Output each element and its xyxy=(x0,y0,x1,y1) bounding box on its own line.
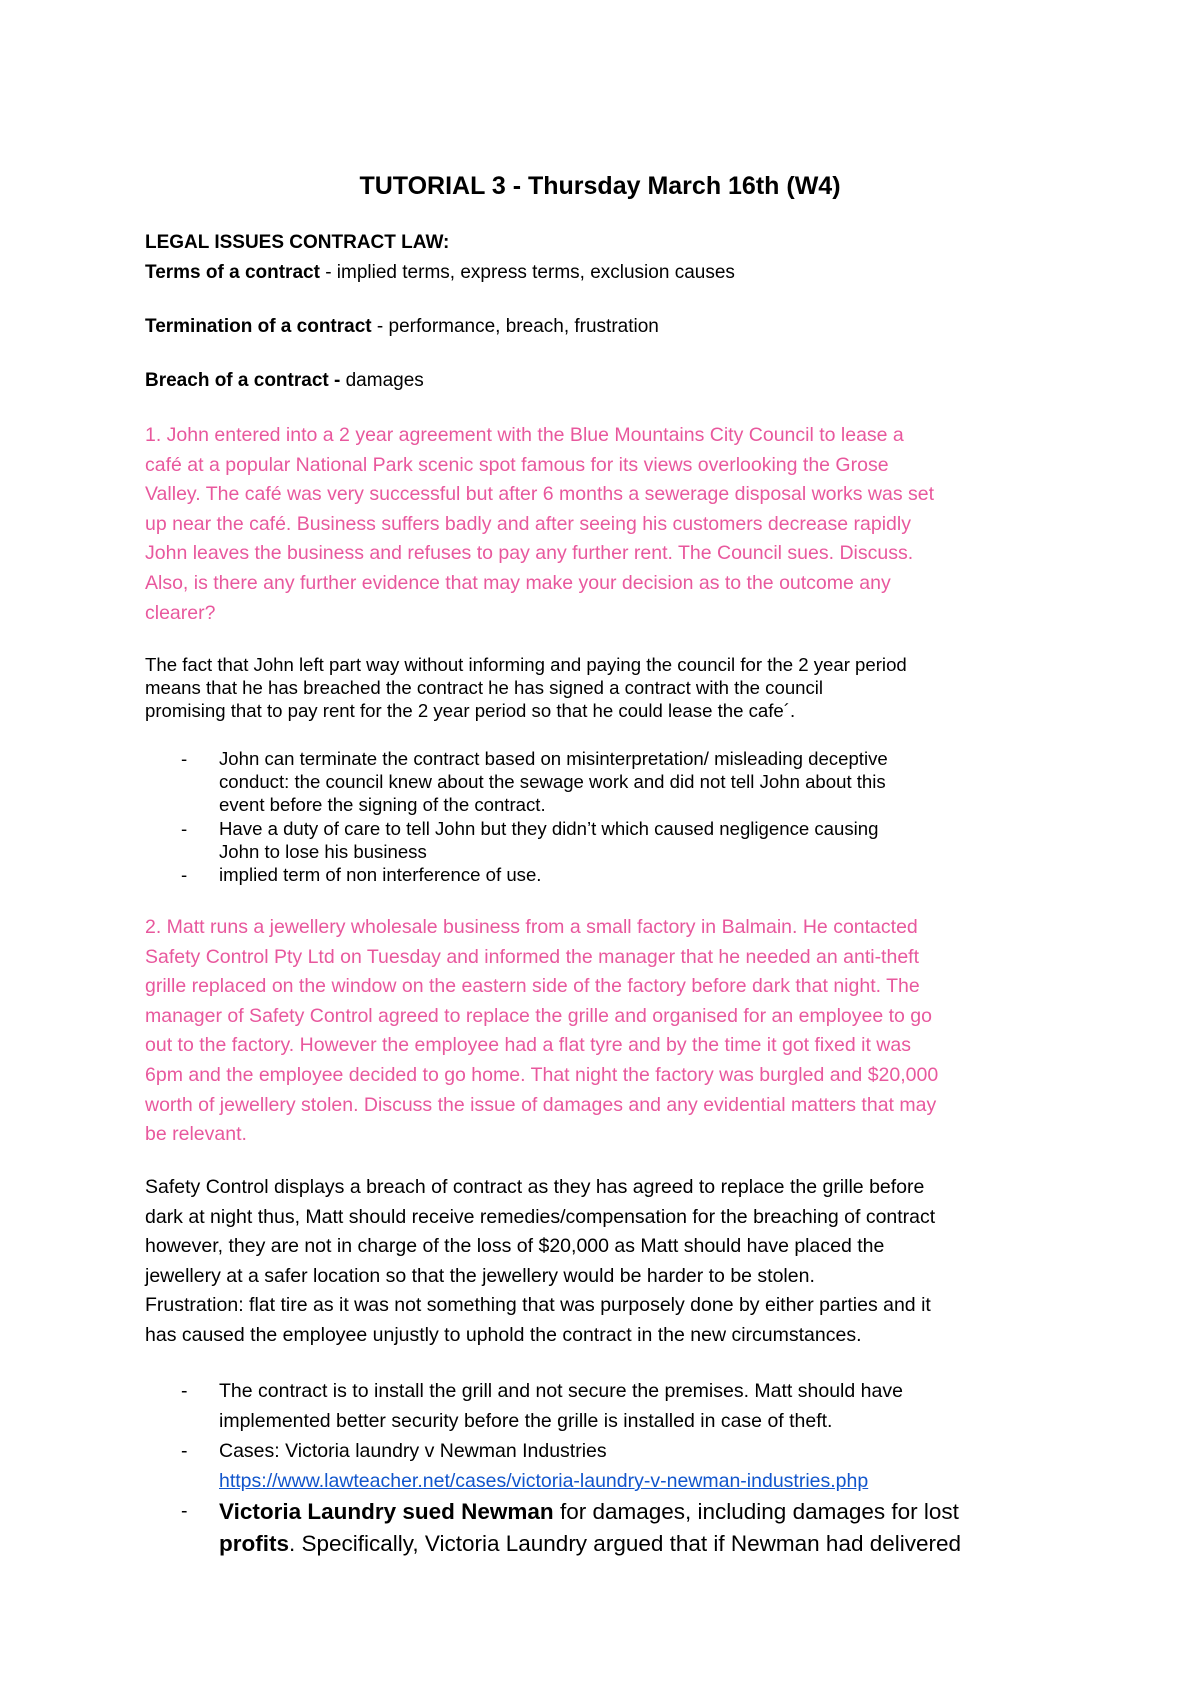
answer-2 xyxy=(145,1173,1075,1351)
dash-bullet: - xyxy=(181,864,188,886)
answer-1-bullets xyxy=(145,747,1075,886)
question-line: out to the factory. However the employee had a flat tyre and by the time it got fixed it was xyxy=(145,1034,911,1057)
topic-text: - implied terms, express terms, exclusion causes xyxy=(319,262,735,283)
bullet-line: implemented better security before the grille is installed in case of theft. xyxy=(219,1410,833,1432)
bullet-line: John to lose his business xyxy=(219,840,427,862)
answer-line: The fact that John left part way without informing and paying the council for the 2 year period xyxy=(145,654,907,675)
bullet-line: Cases: Victoria laundry v Newman Industries xyxy=(219,1440,607,1462)
case-link[interactable]: https://www.lawteacher.net/cases/victoria-laundry-v-newman-industries.php xyxy=(219,1470,869,1492)
dash-bullet: - xyxy=(181,1500,188,1522)
topic-text: damages xyxy=(340,370,424,391)
bullet-line xyxy=(219,1466,1075,1496)
question-line: 2. Matt runs a jewellery wholesale business from a small factory in Balmain. He contacted xyxy=(145,916,918,938)
question-line: grille replaced on the window on the eastern side of the factory before dark that night. The xyxy=(145,975,920,998)
answer-line: Safety Control displays a breach of contract as they has agreed to replace the grille before xyxy=(145,1176,925,1198)
topic-terms xyxy=(145,262,735,284)
answer-line: jewellery at a safer location so that the jewellery would be harder to be stolen. xyxy=(145,1264,815,1287)
question-line: Valley. The café was very successful but after 6 months a sewerage disposal works was set xyxy=(145,483,935,506)
bullet-line: The contract is to install the grill and not secure the premises. Matt should have xyxy=(219,1380,903,1402)
topic-text: - performance, breach, frustration xyxy=(371,316,659,337)
question-1 xyxy=(145,421,1075,628)
dash-bullet: - xyxy=(181,817,188,839)
question-line: John leaves the business and refuses to pay any further rent. The Council sues. Discuss. xyxy=(145,542,914,565)
bullet-line: conduct: the council knew about the sewage work and did not tell John about this xyxy=(219,771,886,793)
topic-termination xyxy=(145,316,659,338)
question-line: worth of jewellery stolen. Discuss the issue of damages and any evidential matters that may xyxy=(145,1093,937,1116)
dash-bullet: - xyxy=(181,1380,188,1402)
question-2 xyxy=(145,913,1075,1150)
answer-line: Frustration: flat tire as it was not something that was purposely done by either parties and it xyxy=(145,1294,931,1317)
dash-bullet: - xyxy=(181,1440,188,1462)
bullet-item xyxy=(145,863,1075,886)
answer-2-bullets xyxy=(145,1376,1075,1560)
answer-line: promising that to pay rent for the 2 year period so that he could lease the cafe´. xyxy=(145,700,796,722)
bullet-item xyxy=(145,1496,1075,1560)
bullet-line: John can terminate the contract based on misinterpretation/ misleading deceptive xyxy=(219,748,888,769)
question-line: manager of Safety Control agreed to replace the grille and organised for an employee to go xyxy=(145,1004,932,1027)
answer-line: dark at night thus, Matt should receive remedies/compensation for the breaching of contract xyxy=(145,1205,936,1228)
question-line: 1. John entered into a 2 year agreement with the Blue Mountains City Council to lease a xyxy=(145,424,904,446)
question-line: up near the café. Business suffers badly and after seeing his customers decrease rapidly xyxy=(145,512,911,535)
bullet-item xyxy=(145,817,1075,863)
page-title: TUTORIAL 3 - Thursday March 16th (W4) xyxy=(359,172,841,200)
bullet-item xyxy=(145,747,1075,817)
issues-heading: LEGAL ISSUES CONTRACT LAW: xyxy=(145,232,450,253)
topic-breach xyxy=(145,370,424,392)
bullet-line: implied term of non interference of use. xyxy=(219,864,542,886)
bullet-line xyxy=(219,1528,1075,1560)
case-party-bold: Victoria Laundry sued Newman xyxy=(219,1499,554,1524)
question-line: Safety Control Pty Ltd on Tuesday and informed the manager that he needed an anti-theft xyxy=(145,945,920,968)
answer-line: has caused the employee unjustly to uphold the contract in the new circumstances. xyxy=(145,1323,862,1346)
profits-bold: profits xyxy=(219,1531,289,1556)
answer-line: means that he has breached the contract he has signed a contract with the council xyxy=(145,677,824,699)
question-line: café at a popular National Park scenic spot famous for its views overlooking the Grose xyxy=(145,453,889,476)
question-line: Also, is there any further evidence that may make your decision as to the outcome any xyxy=(145,571,891,594)
topic-label: Terms of a contract xyxy=(145,262,320,283)
dash-bullet: - xyxy=(181,748,188,769)
question-line: clearer? xyxy=(145,601,216,624)
bullet-line: event before the signing of the contract. xyxy=(219,794,546,816)
topic-label: Breach of a contract - xyxy=(145,370,341,391)
bullet-text: . Specifically, Victoria Laundry argued that if Newman had delivered xyxy=(289,1531,962,1556)
bullet-item xyxy=(145,1376,1075,1436)
topic-label: Termination of a contract xyxy=(145,316,372,337)
answer-1 xyxy=(145,653,1075,723)
answer-line: however, they are not in charge of the loss of $20,000 as Matt should have placed the xyxy=(145,1235,885,1258)
bullet-line: Have a duty of care to tell John but they didn’t which caused negligence causing xyxy=(219,817,879,839)
question-line: be relevant. xyxy=(145,1123,247,1146)
bullet-line xyxy=(219,1496,1075,1528)
bullet-text: for damages, including damages for lost xyxy=(553,1499,959,1524)
bullet-item xyxy=(145,1436,1075,1496)
question-line: 6pm and the employee decided to go home. That night the factory was burgled and $20,000 xyxy=(145,1063,939,1086)
